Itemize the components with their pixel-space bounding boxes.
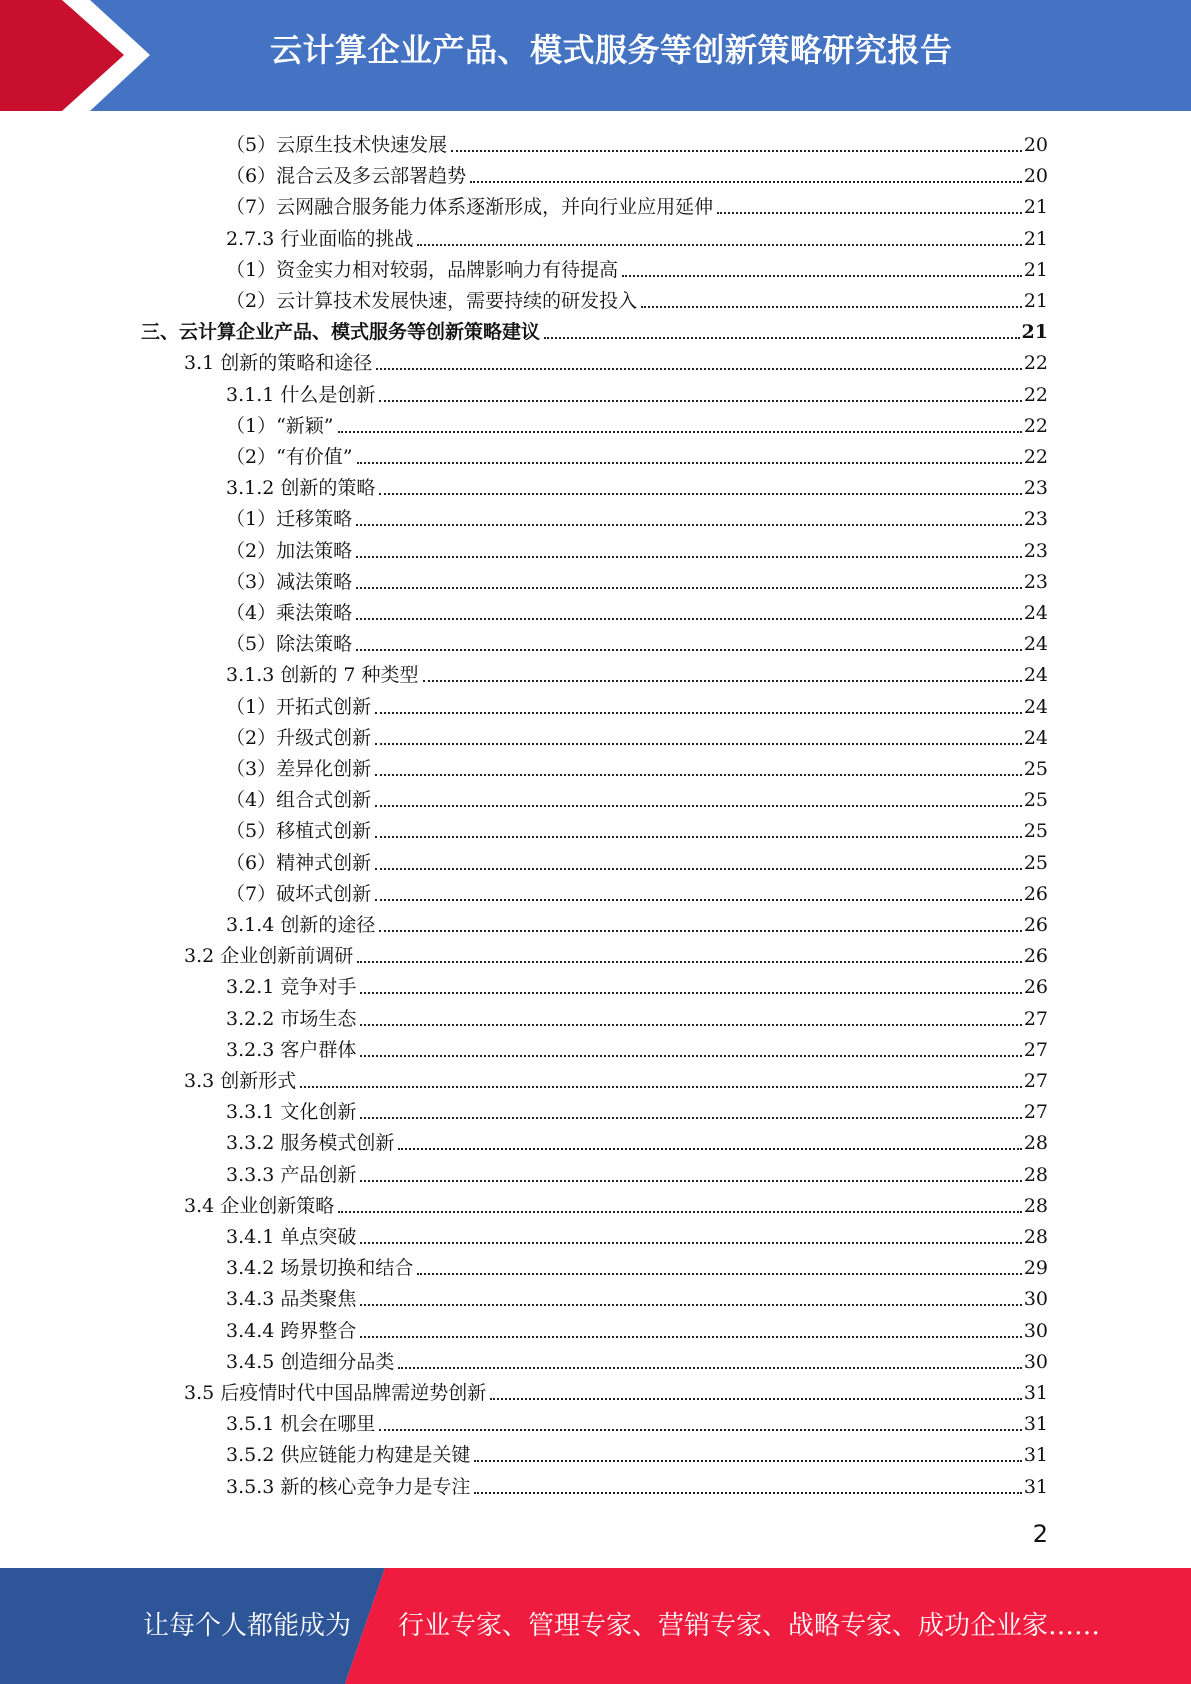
toc-entry[interactable] bbox=[226, 564, 1048, 595]
toc-entry-label: 3.1 创新的策略和途径 bbox=[184, 352, 373, 375]
toc-entry-label: （6）混合云及多云部署趋势 bbox=[226, 165, 467, 188]
toc-dot-leader bbox=[360, 1117, 1021, 1119]
toc-entry-page: 31 bbox=[1023, 1475, 1048, 1498]
toc-entry-page: 28 bbox=[1023, 1194, 1048, 1217]
toc-entry-page: 24 bbox=[1023, 602, 1048, 624]
toc-entry-label: （4）乘法策略 bbox=[226, 602, 353, 624]
toc-entry-page: 26 bbox=[1023, 914, 1048, 936]
toc-dot-leader bbox=[375, 868, 1022, 870]
toc-dot-leader bbox=[375, 836, 1022, 838]
toc-entry-page: 27 bbox=[1023, 1007, 1048, 1030]
toc-dot-leader bbox=[375, 743, 1022, 745]
toc-dot-leader bbox=[376, 368, 1022, 370]
toc-entry[interactable] bbox=[226, 907, 1048, 938]
toc-entry-page: 28 bbox=[1023, 1132, 1048, 1155]
toc-entry-page: 23 bbox=[1023, 477, 1048, 500]
toc-dot-leader bbox=[360, 1242, 1021, 1244]
toc-entry-label: （7）破坏式创新 bbox=[226, 882, 372, 905]
toc-entry[interactable] bbox=[226, 189, 1048, 220]
toc-entry-label: 3.3 创新形式 bbox=[184, 1070, 297, 1092]
toc-entry[interactable] bbox=[226, 657, 1048, 688]
toc-entry[interactable] bbox=[226, 845, 1048, 876]
toc-dot-leader bbox=[451, 150, 1022, 152]
toc-entry[interactable] bbox=[226, 689, 1048, 720]
toc-dot-leader bbox=[360, 1336, 1021, 1338]
toc-entry[interactable] bbox=[226, 1125, 1048, 1156]
toc-entry[interactable] bbox=[184, 938, 1048, 969]
toc-dot-leader bbox=[357, 961, 1022, 963]
toc-entry-page: 30 bbox=[1023, 1288, 1048, 1311]
toc-entry-label: 3.4.5 创造细分品类 bbox=[226, 1350, 395, 1373]
chevron-arrow-icon bbox=[0, 0, 160, 111]
toc-entry-page: 20 bbox=[1023, 165, 1048, 188]
toc-entry-page: 21 bbox=[1023, 258, 1048, 281]
toc-entry-label: 3.4 企业创新策略 bbox=[184, 1194, 335, 1217]
toc-entry[interactable] bbox=[184, 345, 1048, 376]
toc-entry-page: 21 bbox=[1021, 321, 1048, 344]
toc-entry-label: 3.4.4 跨界整合 bbox=[226, 1319, 357, 1342]
toc-entry-page: 23 bbox=[1023, 539, 1048, 562]
toc-dot-leader bbox=[375, 805, 1022, 807]
toc-entry[interactable] bbox=[226, 439, 1048, 470]
toc-entry-label: 3.5 后疫情时代中国品牌需逆势创新 bbox=[184, 1382, 487, 1404]
toc-entry-label: 3.5.2 供应链能力构建是关键 bbox=[226, 1444, 471, 1467]
toc-entry[interactable] bbox=[226, 158, 1048, 189]
toc-dot-leader bbox=[379, 1429, 1021, 1431]
toc-entry-label: （5）云原生技术快速发展 bbox=[226, 134, 448, 156]
toc-dot-leader bbox=[717, 212, 1022, 214]
toc-entry-label: （3）差异化创新 bbox=[226, 758, 372, 780]
toc-entry-label: 3.5.3 新的核心竞争力是专注 bbox=[226, 1475, 471, 1498]
toc-entry-label: 3.2.3 客户群体 bbox=[226, 1038, 357, 1061]
toc-entry-page: 31 bbox=[1023, 1444, 1048, 1467]
toc-entry-page: 20 bbox=[1023, 134, 1048, 156]
toc-entry[interactable] bbox=[226, 876, 1048, 907]
toc-dot-leader bbox=[360, 1180, 1021, 1182]
toc-dot-leader bbox=[375, 712, 1022, 714]
toc-entry-page: 22 bbox=[1023, 414, 1048, 437]
toc-entry[interactable] bbox=[226, 252, 1048, 283]
toc-entry-page: 22 bbox=[1023, 446, 1048, 468]
toc-dot-leader bbox=[360, 1055, 1021, 1057]
toc-dot-leader bbox=[356, 618, 1022, 620]
toc-entry-label: （5）除法策略 bbox=[226, 633, 353, 656]
toc-entry-label: （6）精神式创新 bbox=[226, 851, 372, 874]
toc-entry-label: （5）移植式创新 bbox=[226, 820, 372, 843]
toc-entry[interactable] bbox=[226, 969, 1048, 1000]
toc-dot-leader bbox=[622, 275, 1022, 277]
toc-entry[interactable] bbox=[226, 127, 1048, 158]
toc-entry[interactable] bbox=[226, 626, 1048, 657]
toc-entry-page: 26 bbox=[1023, 945, 1048, 968]
toc-entry[interactable] bbox=[226, 1313, 1048, 1344]
toc-dot-leader bbox=[338, 1211, 1022, 1213]
toc-dot-leader bbox=[379, 493, 1021, 495]
toc-entry-label: （2）升级式创新 bbox=[226, 726, 372, 749]
toc-entry-page: 27 bbox=[1023, 1070, 1048, 1092]
toc-entry-page: 24 bbox=[1023, 726, 1048, 749]
toc-dot-leader bbox=[474, 1460, 1021, 1462]
toc-entry[interactable] bbox=[226, 377, 1048, 408]
toc-entry-page: 27 bbox=[1023, 1101, 1048, 1124]
toc-entry[interactable] bbox=[226, 1219, 1048, 1250]
toc-entry[interactable] bbox=[226, 533, 1048, 564]
toc-entry-page: 24 bbox=[1023, 695, 1048, 718]
toc-dot-leader bbox=[470, 181, 1022, 183]
toc-dot-leader bbox=[398, 1367, 1021, 1369]
toc-entry-label: 2.7.3 行业面临的挑战 bbox=[226, 227, 414, 250]
toc-entry-label: （7）云网融合服务能力体系逐渐形成，并向行业应用延伸 bbox=[226, 196, 714, 219]
toc-entry-label: 三、云计算企业产品、模式服务等创新策略建议 bbox=[141, 321, 541, 344]
toc-dot-leader bbox=[356, 556, 1022, 558]
toc-entry-label: 3.1.4 创新的途径 bbox=[226, 914, 376, 936]
toc-entry-label: 3.5.1 机会在哪里 bbox=[226, 1413, 376, 1436]
toc-entry[interactable] bbox=[226, 1469, 1048, 1500]
toc-entry-label: 3.3.1 文化创新 bbox=[226, 1101, 357, 1124]
toc-entry-label: 3.2.2 市场生态 bbox=[226, 1007, 357, 1030]
toc-entry-page: 26 bbox=[1023, 976, 1048, 999]
toc-entry[interactable] bbox=[226, 1406, 1048, 1437]
toc-entry-label: （1）“新颖” bbox=[226, 414, 334, 437]
toc-entry-page: 31 bbox=[1023, 1413, 1048, 1436]
toc-dot-leader bbox=[474, 1492, 1021, 1494]
toc-entry[interactable] bbox=[184, 1063, 1048, 1094]
toc-entry-label: 3.1.1 什么是创新 bbox=[226, 383, 376, 406]
toc-entry[interactable] bbox=[226, 408, 1048, 439]
toc-entry-page: 31 bbox=[1023, 1382, 1048, 1404]
toc-entry-label: （2）“有价值” bbox=[226, 446, 353, 468]
toc-dot-leader bbox=[356, 649, 1022, 651]
toc-entry-page: 23 bbox=[1023, 508, 1048, 531]
toc-entry[interactable] bbox=[226, 1250, 1048, 1281]
toc-dot-leader bbox=[338, 431, 1022, 433]
toc-entry[interactable] bbox=[226, 751, 1048, 782]
toc-entry-label: 3.3.3 产品创新 bbox=[226, 1163, 357, 1186]
toc-entry[interactable] bbox=[226, 470, 1048, 501]
toc-entry[interactable] bbox=[226, 595, 1048, 626]
toc-dot-leader bbox=[417, 1273, 1021, 1275]
toc-entry-page: 30 bbox=[1023, 1319, 1048, 1342]
toc-entry-page: 25 bbox=[1023, 758, 1048, 780]
report-title: 云计算企业产品、模式服务等创新策略研究报告 bbox=[270, 31, 953, 69]
toc-dot-leader bbox=[375, 899, 1022, 901]
toc-dot-leader bbox=[544, 337, 1020, 339]
toc-entry-page: 21 bbox=[1023, 196, 1048, 219]
toc-entry-page: 28 bbox=[1023, 1163, 1048, 1186]
toc-entry-page: 21 bbox=[1023, 227, 1048, 250]
toc-entry[interactable] bbox=[226, 1094, 1048, 1125]
toc-entry-label: （1）资金实力相对较弱，品牌影响力有待提高 bbox=[226, 258, 619, 281]
footer-banner bbox=[0, 1568, 1191, 1684]
toc-entry-page: 29 bbox=[1023, 1257, 1048, 1280]
toc-entry-page: 23 bbox=[1023, 570, 1048, 593]
toc-entry-label: 3.4.2 场景切换和结合 bbox=[226, 1257, 414, 1280]
toc-dot-leader bbox=[356, 587, 1022, 589]
toc-entry[interactable] bbox=[226, 813, 1048, 844]
header-banner bbox=[0, 0, 1191, 111]
toc-entry[interactable] bbox=[226, 1001, 1048, 1032]
toc-dot-leader bbox=[360, 1304, 1021, 1306]
toc-dot-leader bbox=[375, 774, 1022, 776]
toc-entry-label: （2）云计算技术发展快速，需要持续的研发投入 bbox=[226, 290, 638, 312]
toc-dot-leader bbox=[423, 680, 1022, 682]
toc-dot-leader bbox=[417, 244, 1021, 246]
toc-entry[interactable] bbox=[226, 1032, 1048, 1063]
toc-entry-label: 3.2 企业创新前调研 bbox=[184, 945, 354, 968]
toc-entry-label: 3.4.1 单点突破 bbox=[226, 1226, 357, 1248]
toc-entry-page: 25 bbox=[1023, 789, 1048, 812]
toc-entry-page: 24 bbox=[1023, 664, 1048, 687]
toc-entry-label: （4）组合式创新 bbox=[226, 789, 372, 812]
toc-entry[interactable] bbox=[226, 283, 1048, 314]
toc-entry-page: 25 bbox=[1023, 820, 1048, 843]
toc-dot-leader bbox=[360, 1024, 1021, 1026]
toc-entry[interactable] bbox=[226, 1437, 1048, 1468]
toc-entry-page: 22 bbox=[1023, 352, 1048, 375]
toc-entry-label: （3）减法策略 bbox=[226, 570, 353, 593]
toc-entry-label: 3.2.1 竞争对手 bbox=[226, 976, 357, 999]
toc-dot-leader bbox=[356, 524, 1022, 526]
toc-entry-page: 21 bbox=[1023, 290, 1048, 312]
toc-entry-label: 3.1.3 创新的 7 种类型 bbox=[226, 664, 419, 687]
toc-dot-leader bbox=[300, 1086, 1022, 1088]
toc-entry-label: （2）加法策略 bbox=[226, 539, 353, 562]
toc-entry-label: 3.1.2 创新的策略 bbox=[226, 477, 376, 500]
toc-entry[interactable] bbox=[226, 221, 1048, 252]
toc-entry[interactable] bbox=[226, 1344, 1048, 1375]
toc-entry-label: 3.4.3 品类聚焦 bbox=[226, 1288, 357, 1311]
footer-slogan-left: 让每个人都能成为 bbox=[143, 1611, 352, 1641]
toc-entry[interactable] bbox=[226, 720, 1048, 751]
toc-entry[interactable] bbox=[226, 501, 1048, 532]
toc-dot-leader bbox=[379, 400, 1021, 402]
toc-entry[interactable] bbox=[226, 782, 1048, 813]
toc-entry[interactable] bbox=[226, 1157, 1048, 1188]
footer-slogan-right: 行业专家、管理专家、营销专家、战略专家、成功企业家…… bbox=[398, 1611, 1101, 1641]
toc-entry-page: 28 bbox=[1023, 1226, 1048, 1248]
toc-dot-leader bbox=[398, 1148, 1021, 1150]
toc-entry[interactable] bbox=[184, 1188, 1048, 1219]
toc-entry-label: （1）开拓式创新 bbox=[226, 695, 372, 718]
toc-dot-leader bbox=[360, 992, 1021, 994]
toc-entry-label: （1）迁移策略 bbox=[226, 508, 353, 531]
toc-dot-leader bbox=[357, 462, 1022, 464]
toc-entry-page: 26 bbox=[1023, 882, 1048, 905]
toc-entry-page: 27 bbox=[1023, 1038, 1048, 1061]
toc-dot-leader bbox=[490, 1398, 1022, 1400]
toc-entry[interactable] bbox=[226, 1281, 1048, 1312]
toc-entry[interactable] bbox=[184, 1375, 1048, 1406]
toc-entry-page: 30 bbox=[1023, 1350, 1048, 1373]
page-number: 2 bbox=[1032, 1520, 1048, 1548]
toc-entry[interactable] bbox=[141, 314, 1048, 345]
toc-entry-page: 22 bbox=[1023, 383, 1048, 406]
toc-dot-leader bbox=[379, 930, 1021, 932]
toc-dot-leader bbox=[641, 306, 1022, 308]
toc-entry-page: 24 bbox=[1023, 633, 1048, 656]
toc-entry-page: 25 bbox=[1023, 851, 1048, 874]
toc-entry-label: 3.3.2 服务模式创新 bbox=[226, 1132, 395, 1155]
